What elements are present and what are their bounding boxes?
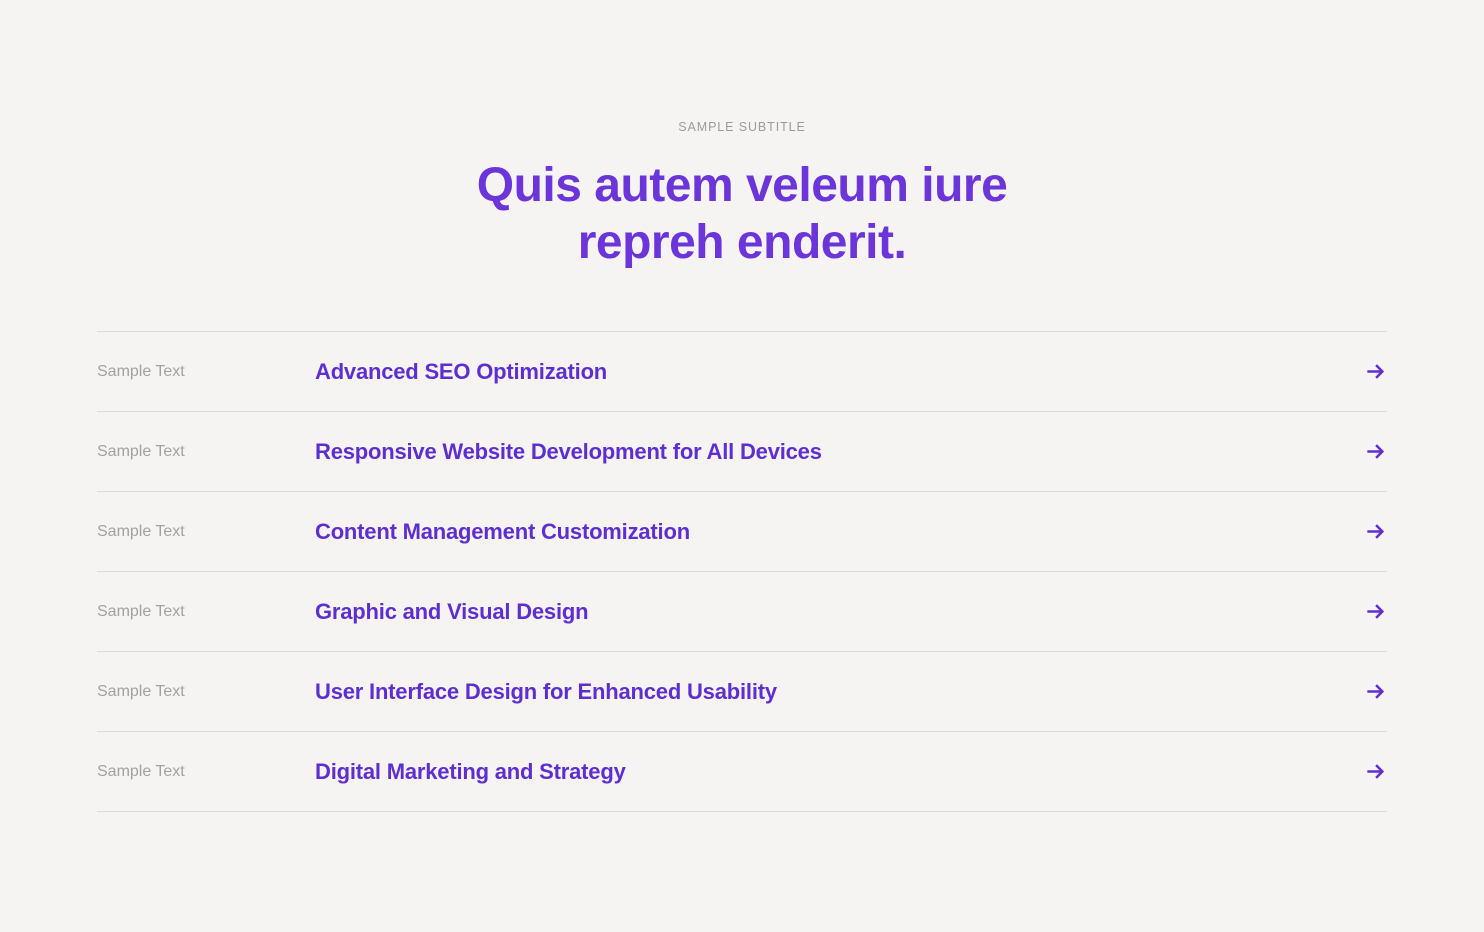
arrow-right-icon[interactable] <box>1364 520 1387 543</box>
service-label: Sample Text <box>97 362 185 380</box>
arrow-right-icon[interactable] <box>1364 440 1387 463</box>
service-row[interactable] <box>97 491 1387 571</box>
service-row[interactable] <box>97 571 1387 651</box>
heading-line-1: Quis autem veleum iure <box>476 159 1008 212</box>
service-label: Sample Text <box>97 522 185 540</box>
service-list <box>97 331 1387 812</box>
service-title: Graphic and Visual Design <box>315 598 589 624</box>
service-row[interactable] <box>97 731 1387 811</box>
service-row[interactable] <box>97 331 1387 411</box>
service-label: Sample Text <box>97 442 185 460</box>
section-header <box>0 0 1484 271</box>
service-title: User Interface Design for Enhanced Usability <box>315 678 777 704</box>
arrow-right-icon[interactable] <box>1364 600 1387 623</box>
service-title: Digital Marketing and Strategy <box>315 758 626 784</box>
service-label: Sample Text <box>97 602 185 620</box>
section-subtitle: SAMPLE SUBTITLE <box>678 120 806 134</box>
service-title: Content Management Customization <box>315 518 690 544</box>
service-label: Sample Text <box>97 762 185 780</box>
arrow-right-icon[interactable] <box>1364 760 1387 783</box>
service-row[interactable] <box>97 411 1387 491</box>
service-title: Responsive Website Development for All Devices <box>315 438 822 464</box>
service-label: Sample Text <box>97 682 185 700</box>
heading-line-2: repreh enderit. <box>577 216 907 269</box>
section-heading <box>0 157 1484 271</box>
service-row[interactable] <box>97 651 1387 731</box>
arrow-right-icon[interactable] <box>1364 360 1387 383</box>
arrow-right-icon[interactable] <box>1364 680 1387 703</box>
service-title: Advanced SEO Optimization <box>315 358 608 384</box>
